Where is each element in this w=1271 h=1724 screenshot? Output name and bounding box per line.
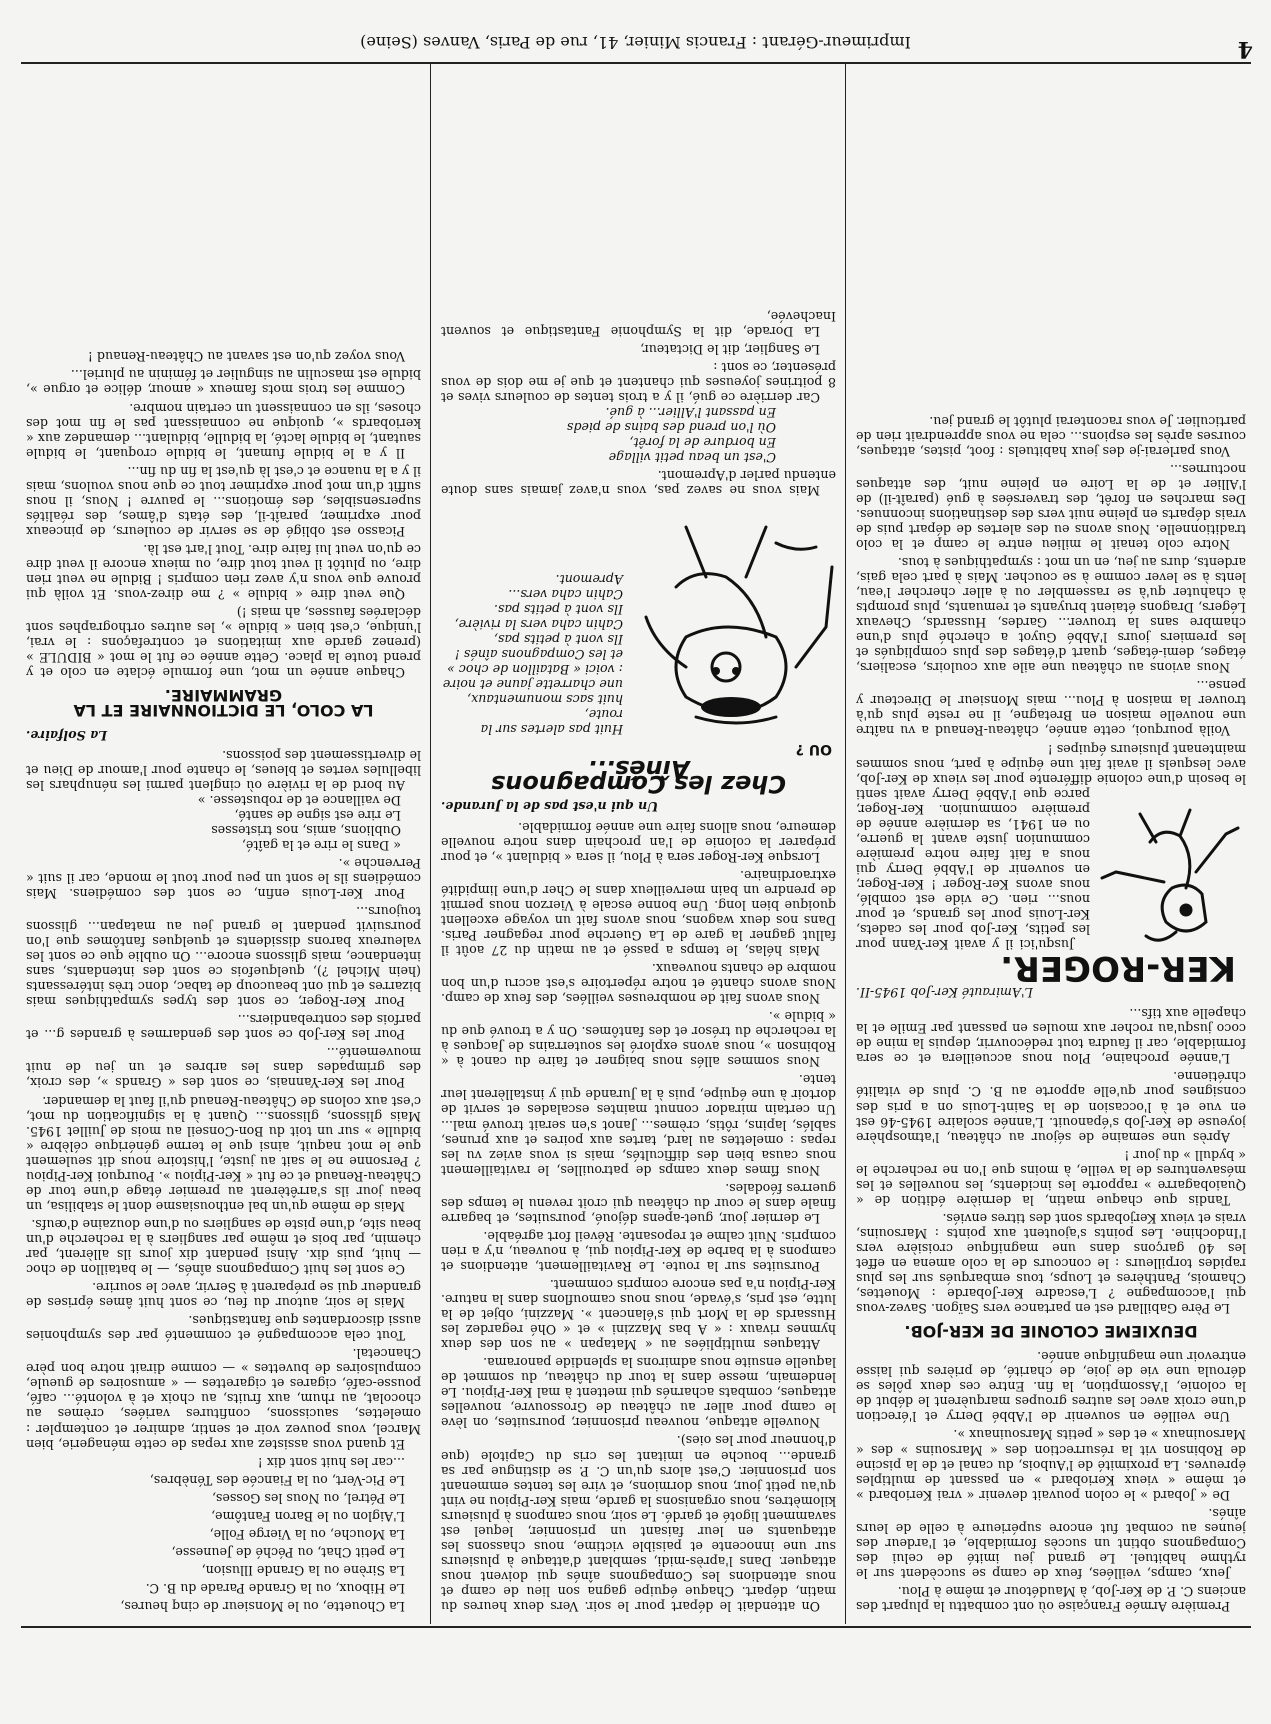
paragraph: La Mouche, ou la Vierge Folle, xyxy=(209,1526,405,1542)
column-3 xyxy=(26,69,421,1614)
paragraph: Le Pétrel, ou Nous les Gosses, xyxy=(211,1490,405,1506)
paragraph: ...car les huit sont dix ! xyxy=(257,1454,405,1470)
paragraph: Vous voyez qu'on est savant au Château-Renaud ! xyxy=(87,349,405,365)
paragraph: La Chouette, ou le Monsieur de cinq heures, xyxy=(120,1599,405,1614)
column-1 xyxy=(856,69,1246,1614)
paragraph: Que veut dire « bidule » ? me direz-vous. Et voilà qui prouve que vous n'y avez rien compris ! Bidule ne veut rien dire, ou plutôt il veut tout dire, ou mieux encore il veut dire ce qu'on veut lui faire dire. Tout l'art est là. xyxy=(26,541,421,603)
paragraph: Il y a le bidule fumant, le bidule croquant, le bidule sautant, le bidule lacté, la bidulle, bidulant... demandez aux « keriobards », quoique ne connaissant pas le fin mot des choses, ils en connaissent un certain nombre. xyxy=(26,400,421,461)
poem-line: Huit pas alertes sur la route, xyxy=(480,707,623,738)
signature-jurande: Un qui n'est pas de la Jurande. xyxy=(441,798,659,814)
poem-line: Ils vont à petits pas. xyxy=(493,602,623,618)
paragraph: Nous fîmes deux camps de patrouilles, le ravitaillement nous causa bien des difficultés, mais si vous aviez vu les repas : omelettes au lard, tartes aux poires et aux prunes, sablés, lapins, rôtis, crèmes... Janot s'en serait trouvé mal... Un certain mirador connut maintes escalades et servit de dortoir à une équipe, puis à la Jurande qui y installèrent leur tente. xyxy=(441,1072,836,1178)
paragraph: Car derrière ce gué, il y a trois tentes de couleurs vives et 8 poitrines joyeuses qui chantent et que je me dois de vous présenter, ce sont : xyxy=(441,360,836,406)
paragraph: Attaques multipliées au « Matapan » au son des deux hymnes rivaux : « A bas Mazzini » et « Ohé regardez les Hussards de la Mort qui s'élancent ». Mazzini, objet de la lutte, est pris, s'évade, nous nous camouflons dans la nature. Ker-Pipiou n'a pas encore compris comment. xyxy=(441,1277,836,1353)
paragraph: Pour Ker-Louis enfin, ce sont des comédiens. Mais comédiens ils le sont un peu pour tout le monde, car il suit « Pervenche ». xyxy=(26,855,421,901)
paragraph: La Dorade, dit la Symphonie Fantastique et souvent Inachevée, xyxy=(441,308,836,339)
column-rule-1 xyxy=(845,64,846,1624)
paragraph: Le Hiboux, ou la Grande Parade du B. C. xyxy=(145,1580,405,1596)
poem-line: huit sacs monumentaux, une charrette jaune et noire : voici « Bataillon de choc » et les Compagnons aînés ! xyxy=(442,647,623,708)
verse-line: En passant l'Allier... à gué. xyxy=(605,405,776,421)
verse-line: De vaillance et de robustesse. » xyxy=(197,792,401,808)
paragraph: Le Sanglier, dit le Dictateur, xyxy=(640,342,820,357)
verse-line: Le rire est signe de santé, xyxy=(234,807,401,823)
paragraph: Notre colo tenait le milieu entre le camp et la colo traditionnelle. Nous avons eu des alertes de départ puis de vrais départs en pleine nuit vers des destinations inconnues. Des marches en forêt, des traversées à gué (paraît-il) de l'Allier et de la Loire en pleine nuit, des attaques nocturnes... xyxy=(856,461,1246,552)
paragraph: Lorsque Ker-Roger sera à Plou, il sera « bidulant », et pour préparer la colonie de l'an prochain dans notre nouvelle demeure, nous allons faire une année formidable. xyxy=(441,819,836,865)
paragraph: Et quand vous assistez aux repas de cette ménagerie, bien Marcel, vous pouvez voir et sentir, admirer et contempler : omelettes, saucissons, confitures variées, crèmes au chocolat, au rhum, aux fruits, au choix et à volonté... café, pousse-café, cigares et cigarettes — « amusoires de gueule, compulsoires de buvettes » — comme dirait notre bon père Chancetal. xyxy=(26,1346,421,1452)
paragraph: Tout cela accompagné et commenté par des symphonies aussi discordantes que fantastiques. xyxy=(26,1313,421,1344)
paragraph: Au bord de la rivière où cinglent parmi les nénuphars les libellules vertes et bleues, le chante pour l'amour de Dieu et le divertissement des poissons. xyxy=(26,747,421,793)
paragraph: Nouvelle attaque, nouveau prisonnier, poursuites, on lève le camp pour aller au château de Grossouvre, nouvelles attaques, combats acharnés qui mettent à mal Ker-Pipiou. Le lendemain, messe dans la tour du château, du sommet de laquelle ensuite nous admirons la splendide panorama. xyxy=(441,1355,836,1431)
paragraph: Pour Ker-Roger, ce sont des types sympathiques mais bizarres et qui ont beaucoup de tabac, donc très intéressants (hein Michel ?), quelquefois ce sont des intendants, sans intendance, mais glissons encore... On oublie que ce sont les valeureux barons dissidents et quelques fantômes que l'on poursuivit pendant le grand jeu au matapan... glissons toujours... xyxy=(26,903,421,1010)
paragraph: Pour les Ker-Yannais, ce sont des « Grands », des croix, des grimpades dans les arbres et un jeu de nuit mouvementé... xyxy=(26,1045,421,1091)
verse-line: « Dans le rire et la gaîté, xyxy=(241,837,401,853)
heading-deuxieme-colonie: DEUXIEME COLONIE DE KER-JOB. xyxy=(904,1322,1198,1342)
paragraph: Nous avons fait de nombreuses veillées, des feux de camp. Nous avons chanté et notre répertoire s'est accru d'un bon nombre de chants nouveaux. xyxy=(441,961,836,1007)
paragraph: Poursuites sur la route. Le Ravitaillement, attendions et campons à la barbe de Ker-Pipiou qui, à nouveau, n'y a rien compris. Nuit calme et reposante. Réveil fort agréable. xyxy=(441,1228,836,1274)
paragraph: On attendait le départ pour le soir. Vers deux heures du matin, départ. Chaque équipe gagna son lieu de camp et nous attendions les Compagnons aînés qui doivent nous attaquer. Dans l'après-midi, semblant d'attaque à plusieurs sur une innocente et paisible victime, nous chassons les attaquants en leur faisant un prisonnier, lequel est savamment ligoté et gardé. Le soir, nous campons à plusieurs kilomètres, nous organisons la garde, mais Ker-Pipiou ne vint qu'au petit jour, nous dormions, et vire les tentes emmenant son prisonnier. C'est alors qu'un C. P. se distingue par sa grande... bouche en imitant les cris du Capitole (que d'honneur pour les oies). xyxy=(441,1433,836,1614)
verse-line: En bordure de la forêt, xyxy=(629,435,776,451)
paragraph: L'Aiglon ou le Baron Fantôme, xyxy=(211,1508,405,1524)
paragraph: Nous avions au château une aile aux couloirs, escaliers, étages, demi-étages, quart d'étages des plus compliqués et les premiers jours l'Abbé Guyot a cherché plus d'une chambre sans la trouver... Gardes, Hussards, Chevaux Légers, Dragons étaient bruyants et remuants, plus prompts à chahuter qu'à se rassembler ou à aller chercher l'eau, lents à se lever comme à se coucher. Mais à part cela gais, ardents, durs au jeu, en un mot : sympathiques à tous. xyxy=(856,554,1246,676)
paragraph: Mais de même qu'un bal enthousiasme dont le stabilisa, un beau jour ils s'arrêtèrent au premier étage d'une tour de Château-Renaud et ce fut « Ker-Pipiou ». Pourquoi Ker-Pipiou ? Personne ne le sait au juste, l'histoire nous dit seulement que le mot naquit, ainsi que le terme générique célèbre « bidulle » sur un toit du Bon-Conseil au mois de Juillet 1945. Mais glissons, glissons... Quant à la signification du mot, c'est aux colons de Château-Renaud qu'il faut la demander. xyxy=(26,1093,421,1214)
paragraph: Jusqu'ici il y avait Ker-Yann pour les petits, Ker-Job pour les cadets, Ker-Louis pour les grands, et pour nous... rien. Ce vide est comblé, nous avons Ker-Roger ! Ker-Roger, en souvenir de l'Abbé Derry qui nous a fait faire notre première communion juste avant la guerre, ou en 1941, sa dernière année de première communion. Ker-Roger, parce que l'Abbé Derry avait senti le besoin d'une colonie différente pour les vieux de Ker-Job, avec lesquels il avait fait une équipe à part, nous sommes maintenant plusieurs équipes ! xyxy=(856,741,1246,953)
heading-compagnons-aines: Chez les Compagnons Aînés... xyxy=(490,754,787,798)
paragraph: L'année prochaine, Plou nous accueillera et ce sera formidable, car il faudra tout redécouvrir, depuis la mine de coco jusqu'au rocher aux moules en passant par Emile et la chapelle aux tifs... xyxy=(856,1006,1246,1067)
paragraph: Après une semaine de séjour au château, l'atmosphère joyeuse de Ker-Job s'épanouit. L'année scolaire 1945-46 est en vue et à l'occasion de la Saint-Louis on a pris des consignes pour qu'elle apporte au B. C. plus de vitalité chrétienne. xyxy=(856,1069,1246,1145)
printer-footer: Imprimeur-Gérant : Francis Minier, 41, rue de Paris, Vanves (Seine) xyxy=(360,33,911,52)
heading-colo-dictionnaire: LA COLO, LE DICTIONNAIRE ET LA GRAMMAIRE. xyxy=(73,686,374,721)
paragraph: Voilà pourquoi, cette année, château-Renaud a vu naître une nouvelle maison en Bretagne, il ne reste plus qu'à trouver la maison à Plou... mais Monsieur le Directeur y pense... xyxy=(856,678,1246,739)
paragraph: Jeux, camps, veillées, feux de camp se succèdent sur le rythme habituel. Le grand jeu imité de celui des Compagnons obtint un succès formidable, et l'ardeur des jeunes au combat fut encore supérieure à celle de leurs aînés. xyxy=(856,1505,1246,1581)
heading-ker-roger: KER-ROGER. xyxy=(1000,948,1236,989)
paragraph: Picasso est obligé de se servir de couleurs, de pinceaux pour exprimer, paraît-il, des états d'âmes, des réalités supersensibles, des émotions... le pauvre ! Nous, il nous suffit d'un mot pour exprimer tout ce que nous voulons, mais il y a la nuance et c'est là qu'est la fin du fin... xyxy=(26,463,421,539)
verse-line: Où l'on prend des bains de pieds xyxy=(566,420,776,436)
column-2 xyxy=(441,69,836,1614)
paragraph: Chaque année un mot, une formule éclate en colo et y prend toute la place. Cette année ce fut le mot « BIDULE » (prenez garde aux imitations et contrefaçons : le vrai, l'unique, c'est bien « bidule », les autres orthographes sont déclarées fausses, ah mais !) xyxy=(26,605,421,681)
signature-amiraute: L'Amirauté Ker-Job 1945-II. xyxy=(856,985,1033,1001)
signature-solfaire: La Solfaire. xyxy=(26,728,108,744)
poem-line: Cahin caha vers la rivière, xyxy=(454,617,623,633)
hunter-illustration xyxy=(1096,802,1246,952)
hiker-illustration xyxy=(631,502,836,737)
paragraph: Première Armée Française où ont combattu la plupart des anciens C. P. de Ker-Job, à Maudétour et même à Plou. xyxy=(856,1583,1246,1614)
paragraph: Le dernier jour, guet-apens déjoué, poursuites, et bagarre finale dans le cour du château qui croit revenu le temps des guerres féodales. xyxy=(441,1180,836,1226)
paragraph: Mais hélas, le temps a passé et au matin du 27 août il fallut gagner la gare de La Guerche pour regagner Paris. Dans nos deux wagons, nous avons fait un voyage excellent quoique bien long. Une bonne escale à Vierzon nous permit de prendre un bain merveilleux dans le Cher d'une limpidité extraordinaire. xyxy=(441,867,836,959)
paragraph: De « Jobard » le colon pouvait devenir « vrai Keriobard » et même « vieux Keriobard » en passant de multiples épreuves. La proximité de l'Aubois, du canal et de la piscine de Robinson vit la résurrection des « Marsouins » des « Marsouinaux » et des « petits Marsouinaux ». xyxy=(856,1427,1246,1503)
top-rule xyxy=(21,1626,1251,1628)
bottom-rule xyxy=(21,62,1251,64)
paragraph: Le petit Chat, ou Péché de Jeunesse, xyxy=(171,1544,405,1560)
paragraph: Le Père Gabillard est en partance vers Saïgon. Savez-vous qui l'accompagne ? L'escadre Ker-Jobarde : Mouettes, Chamois, Panthères et Loups, tous embarqués sur les plus rapides torpilleurs : le concours de la colo amena en effet les 40 garçons dans une magnifique croisière vers l'Indochine. Les points s'ajoutent aux points : Marsouins, vrais et vieux Kerjobards sont des titres enviés. xyxy=(856,1210,1246,1317)
poem-line: Ils vont à petits pas, xyxy=(493,632,623,648)
page-number: 4 xyxy=(1237,36,1253,62)
paragraph: Tandis que chaque matin, la dernière édition de « Quaiobagarre » rapporte les incidents, les nouvelles et les mésaventures de la veille, à moins que l'on ne recherche le « bydull » du jour ! xyxy=(856,1147,1246,1208)
hunter-drawing xyxy=(1096,802,1246,952)
poem-line: Cahin caha vers... Apremont. xyxy=(508,571,623,602)
paragraph: Une veillée en souvenir de l'Abbé Derry et l'érection d'une croix avec les autres groupes marquèrent le début de la colonie, l'Assomption, la fin. Entre ces deux pôles se déroula une vie de joie, de charité, de prières qui laisse entrevoir une magnifique année. xyxy=(856,1349,1246,1425)
quote-verse xyxy=(26,793,421,853)
column-rule-2 xyxy=(430,64,431,1624)
village-verse xyxy=(441,405,836,465)
paragraph: Ce sont les huit Compagnons aînés, — le bataillon de choc — huit, puis dix. Ainsi pendant dix jours ils allèrent, par chemin, par bois et même par sangliers à la recherche d'un beau site, d'une piste de sangliers ou d'une douzaine d'œufs. xyxy=(26,1216,421,1278)
verse-line: Oublions, amis, nos tristesses xyxy=(211,822,401,838)
paragraph: Mais le soir, autour du feu, ce sont huit âmes éprises de grandeur qui se préparent à Servir, avec le sourire. xyxy=(26,1280,421,1311)
paragraph: Le Pic-Vert, ou la Fiancée des Ténèbres, xyxy=(149,1472,405,1488)
paragraph: Comme les trois mots fameux « amour, délice et orgue », bidule est masculin au singulier et féminin au pluriel... xyxy=(26,367,421,398)
verse-line: C'est un beau petit village xyxy=(608,450,776,466)
paragraph: Vous parlerai-je des jeux habituels : foot, pistes, attaques, courses après les espions... cela ne vous apprendrait rien de particulier. Je vous raconterai plutôt le grand jeu. xyxy=(856,413,1246,459)
hiker-drawing xyxy=(631,502,836,737)
paragraph: La Sirène ou la Grande Illusion, xyxy=(201,1562,405,1578)
paragraph: Nous sommes allés nous baigner et faire du canot à « Robinson », nous avons exploré les souterrains de Jacques à la recherche du trésor et des fantômes. On y a trouvé que du « bidule ». xyxy=(441,1009,836,1070)
subheading-ou: OU ? xyxy=(795,741,832,758)
paragraph: Mais vous ne savez pas, vous n'avez jamais sans doute entendu parler d'Apremont. xyxy=(441,468,836,499)
paragraph: Pour les Ker-Job ce sont des gendarmes à grandes g... et parfois des contrebandiers... xyxy=(26,1012,421,1043)
